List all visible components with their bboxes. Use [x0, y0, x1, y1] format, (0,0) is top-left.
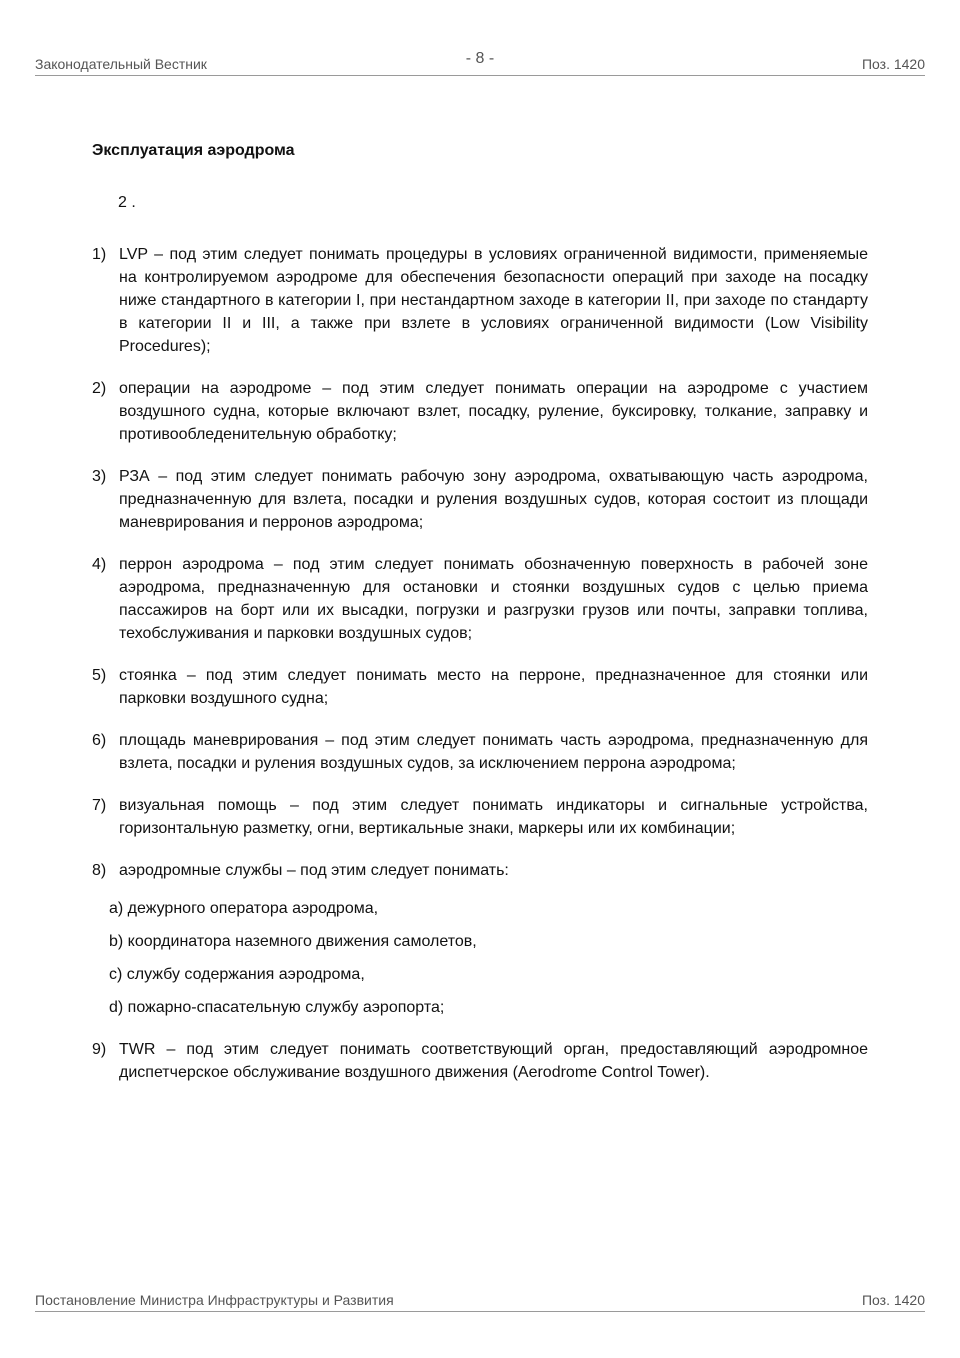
item-number: 4) — [92, 556, 107, 573]
journal-name: Законодательный Вестник — [35, 56, 207, 72]
sublist-item: a) дежурного оператора аэродрома, — [109, 900, 379, 917]
item-number: 8) — [92, 862, 107, 879]
list-item — [92, 377, 868, 446]
item-text: РЗА – под этим следует понимать рабочую зону аэродрома, охватывающую часть аэродрома, предназначенную для взлета, посадки и руления воздушных судов, которая состоит из площади маневрирования и перронов аэродрома; — [119, 468, 868, 531]
sublist-item: c) службу содержания аэродрома, — [109, 966, 365, 983]
list-item — [92, 664, 868, 710]
sublist — [109, 897, 868, 1019]
list-item — [92, 465, 868, 534]
item-text: перрон аэродрома – под этим следует понимать обозначенную поверхность в рабочей зоне аэродрома, предназначенную для остановки и стоянки воздушных судов с целью приема пассажиров на борт или их высадки, погрузки и разгрузки грузов или почты, заправки топлива, техобслуживания и парковки воздушных судов; — [119, 556, 868, 642]
item-text: визуальная помощь – под этим следует понимать индикаторы и сигнальные устройства, горизонтальную разметку, огни, вертикальные знаки, маркеры или их комбинации; — [119, 797, 868, 837]
item-text: операции на аэродроме – под этим следует понимать операции на аэродроме с участием воздушного судна, которые включают взлет, посадку, руление, буксировку, толкание, заправку и противообледенительную обработку; — [119, 380, 868, 443]
page-footer — [35, 1288, 925, 1312]
item-text: стоянка – под этим следует понимать место на перроне, предназначенное для стоянки или парковки воздушного судна; — [119, 667, 868, 707]
section-title: Эксплуатация аэродрома — [92, 142, 295, 159]
item-text: LVP – под этим следует понимать процедуры в условиях ограниченной видимости, применяемые на контролируемом аэродроме для обеспечения безопасности операций при заходе на посадку ниже стандартного в категории I, при нестандартном заходе в категории II, при заходе по стандарту в категории II и III, а также при взлете в условиях ограниченной видимости (Low Visibility Procedures); — [119, 246, 869, 355]
item-number: 1) — [92, 246, 107, 263]
list-item — [92, 794, 868, 840]
item-number: 9) — [92, 1041, 107, 1058]
page-header — [35, 52, 925, 76]
position-number: Поз. 1420 — [861, 56, 925, 72]
list-item — [92, 729, 868, 775]
list-item — [92, 1038, 868, 1084]
item-number: 5) — [92, 667, 107, 684]
page-number: - 8 - — [465, 50, 495, 67]
list-item — [92, 553, 868, 645]
list-item — [92, 243, 868, 358]
footer-position: Поз. 1420 — [861, 1292, 925, 1308]
paragraph-number: 2 . — [118, 194, 136, 211]
item-number: 3) — [92, 468, 107, 485]
item-text: площадь маневрирования – под этим следует понимать часть аэродрома, предназначенную для взлета, посадки и руления воздушных судов, за исключением перрона аэродрома; — [119, 732, 868, 772]
footer-source: Постановление Министра Инфраструктуры и Развития — [35, 1292, 394, 1308]
item-number: 6) — [92, 732, 107, 749]
item-number: 7) — [92, 797, 107, 814]
sublist-item: d) пожарно-спасательную службу аэропорта; — [109, 999, 445, 1016]
item-text: аэродромные службы – под этим следует понимать: — [119, 862, 509, 879]
sublist-item: b) координатора наземного движения самолетов, — [109, 933, 477, 950]
list-item — [92, 859, 868, 1019]
definitions-list — [92, 243, 868, 1103]
item-number: 2) — [92, 380, 107, 397]
item-text: TWR – под этим следует понимать соответствующий орган, предоставляющий аэродромное диспетчерское обслуживание воздушного движения (Aerodrome Control Tower). — [119, 1041, 868, 1081]
